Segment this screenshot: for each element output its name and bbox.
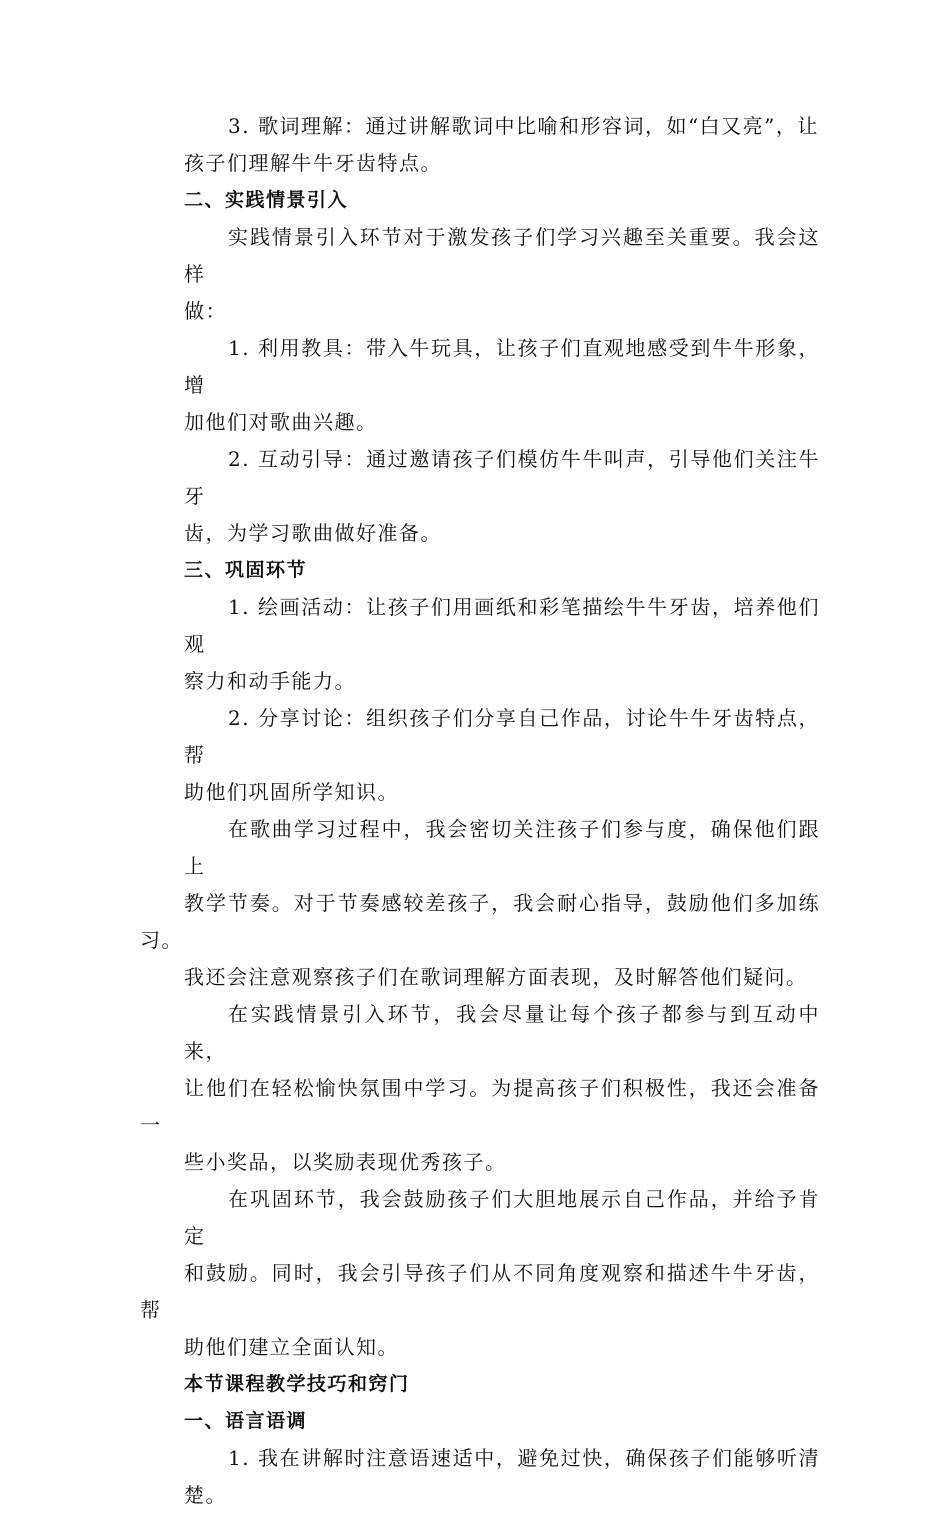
text-line: 在巩固环节，我会鼓励孩子们大胆地展示自己作品，并给予肯定 [184,1187,820,1248]
text-line: 1. 我在讲解时注意语速适中，避免过快，确保孩子们能够听清楚。 [184,1446,820,1507]
paragraph-lyrics-understanding [140,108,820,182]
text-line: 让他们在轻松愉快氛围中学习。为提高孩子们积极性，我还会准备一 [140,1076,820,1137]
text-line: 在歌曲学习过程中，我会密切关注孩子们参与度，确保他们跟上 [184,817,820,878]
text-line: 我还会注意观察孩子们在歌词理解方面表现，及时解答他们疑问。 [184,965,808,989]
text-line: 3. 歌词理解：通过讲解歌词中比喻和形容词，如“白又亮”，让 [228,114,819,138]
text-line: 2. 分享讨论：组织孩子们分享自己作品，讨论牛牛牙齿特点，帮 [184,706,820,767]
paragraph-consolidation-encouragement [140,1181,820,1366]
text-line: 1. 利用教具：带入牛玩具，让孩子们直观地感受到牛牛形象，增 [184,336,820,397]
section-heading-practice-intro: 二、实践情景引入 [184,189,349,211]
section-heading-teaching-tips: 本节课程教学技巧和窍门 [184,1373,410,1395]
text-line: 2. 互动引导：通过邀请孩子们模仿牛牛叫声，引导他们关注牛牙 [184,447,820,508]
paragraph-practice-participation [140,996,820,1181]
text-line: 加他们对歌曲兴趣。 [184,410,378,434]
text-line: 些小奖品，以奖励表现优秀孩子。 [184,1150,507,1174]
document-body [140,108,820,1514]
text-line: 实践情景引入环节对于激发孩子们学习兴趣至关重要。我会这样 [184,225,820,286]
text-line: 助他们巩固所学知识。 [184,780,399,804]
paragraph-teaching-aids [140,330,820,441]
text-line: 在实践情景引入环节，我会尽量让每个孩子都参与到互动中来， [184,1002,820,1063]
text-line: 齿，为学习歌曲做好准备。 [184,521,442,545]
text-line: 孩子们理解牛牛牙齿特点。 [184,151,442,175]
text-line: 察力和动手能力。 [184,669,356,693]
paragraph-practice-intro [140,219,820,330]
section-heading-language-tone: 一、语言语调 [184,1410,308,1432]
paragraph-sharing-discussion [140,700,820,811]
text-line: 1. 绘画活动：让孩子们用画纸和彩笔描绘牛牛牙齿，培养他们观 [184,595,820,656]
paragraph-song-learning [140,811,820,996]
paragraph-interactive-guidance [140,441,820,552]
text-line: 助他们建立全面认知。 [184,1335,399,1359]
text-line: 和鼓励。同时，我会引导孩子们从不同角度观察和描述牛牛牙齿，帮 [140,1261,820,1322]
text-line: 做： [184,299,227,323]
section-heading-consolidation: 三、巩固环节 [184,559,308,581]
paragraph-speech-rate [140,1440,820,1514]
paragraph-drawing-activity [140,589,820,700]
text-line: 教学节奏。对于节奏感较差孩子，我会耐心指导，鼓励他们多加练习。 [140,891,820,952]
